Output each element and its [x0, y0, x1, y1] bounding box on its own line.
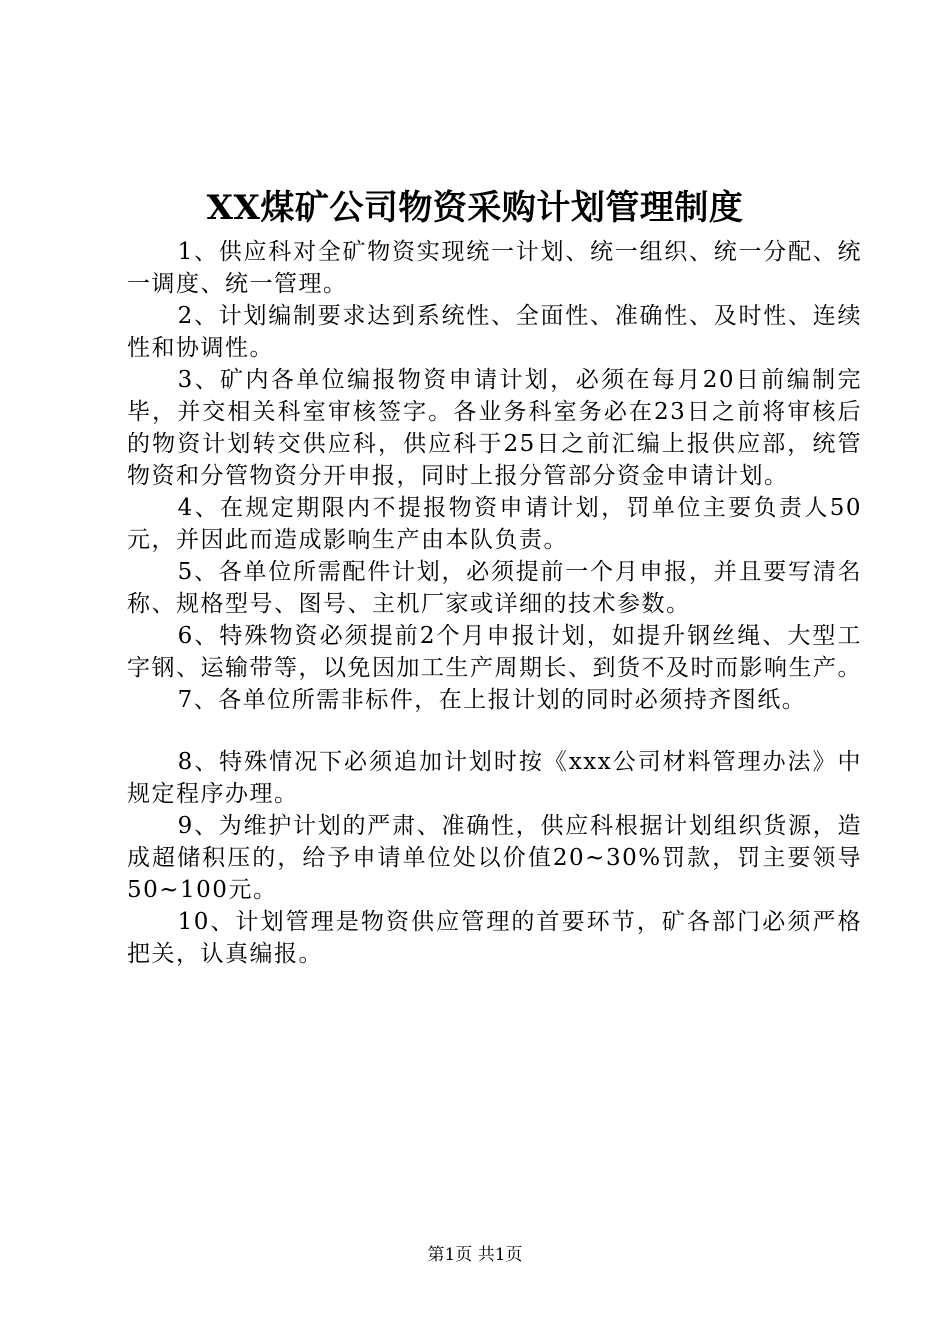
paragraph-5: 5、各单位所需配件计划，必须提前一个月申报，并且要写清名称、规格型号、图号、主机厂家或详细的技术参数。 — [127, 559, 862, 617]
paragraph-9: 9、为维护计划的严肃、准确性，供应科根据计划组织货源，造成超储积压的，给予申请单位处以价值20~30%罚款，罚主要领导50~100元。 — [127, 813, 862, 903]
paragraph-7: 7、各单位所需非标件，在上报计划的同时必须持齐图纸。 — [177, 687, 807, 713]
paragraph-1: 1、供应科对全矿物资实现统一计划、统一组织、统一分配、统一调度、统一管理。 — [127, 239, 862, 297]
paragraph-2: 2、计划编制要求达到系统性、全面性、准确性、及时性、连续性和协调性。 — [127, 303, 862, 361]
paragraph-8: 8、特殊情况下必须追加计划时按《xxx公司材料管理办法》中规定程序办理。 — [127, 749, 862, 807]
paragraph-3: 3、矿内各单位编报物资申请计划，必须在每月20日前编制完毕，并交相关科室审核签字。各业务科室务必在23日之前将审核后的物资计划转交供应科，供应科于25日之前汇编上报供应部，统管物资和分管物资分开申报，同时上报分管部分资金申请计划。 — [127, 367, 862, 489]
paragraph-6: 6、特殊物资必须提前2个月申报计划，如提升钢丝绳、大型工字钢、运输带等，以免因加工生产周期长、到货不及时而影响生产。 — [127, 623, 862, 681]
document-body — [127, 236, 862, 970]
paragraph-10: 10、计划管理是物资供应管理的首要环节，矿各部门必须严格把关，认真编报。 — [127, 909, 862, 967]
page-footer: 第1页 共1页 — [427, 1245, 523, 1265]
paragraph-4: 4、在规定期限内不提报物资申请计划，罚单位主要负责人50元，并因此而造成影响生产由本队负责。 — [127, 495, 862, 553]
document-title: XX煤矿公司物资采购计划管理制度 — [206, 188, 744, 228]
